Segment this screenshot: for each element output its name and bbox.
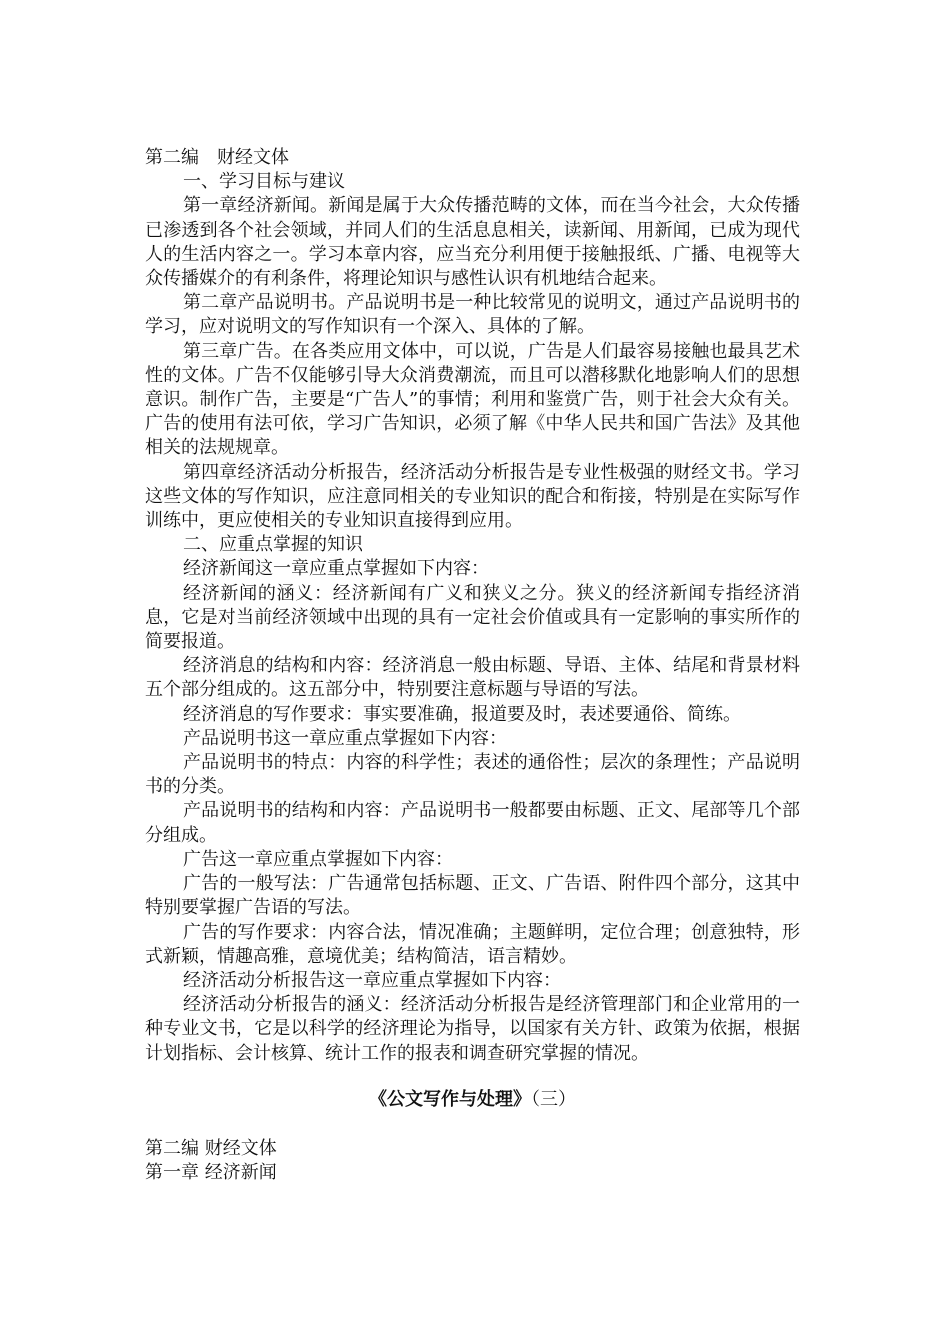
paragraph-ad-intro: 广告这一章应重点掌握如下内容： <box>183 848 453 870</box>
subheading-key-knowledge: 二、应重点掌握的知识 <box>183 534 363 556</box>
paragraph-news-requirements: 经济消息的写作要求：事实要准确，报道要及时，表述要通俗、简练。 <box>183 703 741 725</box>
document-title <box>145 1088 800 1112</box>
paragraph-news-intro: 经济新闻这一章应重点掌握如下内容： <box>183 558 489 580</box>
paragraph-ad-requirements: 广告的写作要求：内容合法，情况准确；主题鲜明，定位合理；创意独特，形式新颖，情趣高雅，意境优美；结构简洁，语言精妙。 <box>145 921 800 967</box>
paragraph-news-definition: 经济新闻的涵义：经济新闻有广义和狭义之分。狭义的经济新闻专指经济消息，它是对当前经济领域中出现的具有一定社会价值或具有一定影响的事实所作的简要报道。 <box>145 582 800 653</box>
paragraph-ch2: 第二章产品说明书。产品说明书是一种比较常见的说明文，通过产品说明书的学习，应对说明文的写作知识有一个深入、具体的了解。 <box>145 292 800 338</box>
document-title-suffix: （三） <box>531 1088 576 1110</box>
part-heading-repeat: 第二编 财经文体 <box>145 1137 277 1159</box>
subheading-goals: 一、学习目标与建议 <box>183 171 345 193</box>
chapter-heading: 第一章 经济新闻 <box>145 1161 277 1183</box>
paragraph-ch3: 第三章广告。在各类应用文体中，可以说，广告是人们最容易接触也最具艺术性的文体。广告不仅能够引导大众消费潮流，而且可以潜移默化地影响人们的思想意识。制作广告，主要是“广告人”的事情；利用和鉴赏广告，则于社会大众有关。广告的使用有法可依，学习广告知识，必须了解《中华人民共和国广告法》及其他相关的法规规章。 <box>145 340 800 459</box>
paragraph-ch1: 第一章经济新闻。新闻是属于大众传播范畴的文体，而在当今社会，大众传播已渗透到各个社会领域，并同人们的生活息息相关，读新闻、用新闻，已成为现代人的生活内容之一。学习本章内容，应当充分利用便于接触报纸、广播、电视等大众传播媒介的有利条件，将理论知识与感性认识有机地结合起来。 <box>145 195 800 290</box>
paragraph-report-definition: 经济活动分析报告的涵义：经济活动分析报告是经济管理部门和企业常用的一种专业文书，它是以科学的经济理论为指导，以国家有关方针、政策为依据，根据计划指标、会计核算、统计工作的报表和调查研究掌握的情况。 <box>145 994 800 1064</box>
document-page <box>145 146 800 1185</box>
paragraph-manual-structure: 产品说明书的结构和内容：产品说明书一般都要由标题、正文、尾部等几个部分组成。 <box>145 800 800 846</box>
paragraph-ch4: 第四章经济活动分析报告，经济活动分析报告是专业性极强的财经文书。学习这些文体的写作知识，应注意同相关的专业知识的配合和衔接，特别是在实际写作训练中，更应使相关的专业知识直接得到应用。 <box>145 461 800 532</box>
paragraph-ad-writing: 广告的一般写法：广告通常包括标题、正文、广告语、附件四个部分，这其中特别要掌握广告语的写法。 <box>145 873 800 919</box>
paragraph-manual-intro: 产品说明书这一章应重点掌握如下内容： <box>183 727 507 749</box>
paragraph-report-intro: 经济活动分析报告这一章应重点掌握如下内容： <box>183 969 561 991</box>
document-title-main: 《公文写作与处理》 <box>369 1088 531 1110</box>
paragraph-manual-features: 产品说明书的特点：内容的科学性；表述的通俗性；层次的条理性；产品说明书的分类。 <box>145 752 800 798</box>
part-heading: 第二编 财经文体 <box>145 147 289 168</box>
paragraph-news-structure: 经济消息的结构和内容：经济消息一般由标题、导语、主体、结尾和背景材料五个部分组成的。这五部分中，特别要注意标题与导语的写法。 <box>145 655 800 701</box>
title-spacer <box>145 1112 800 1137</box>
